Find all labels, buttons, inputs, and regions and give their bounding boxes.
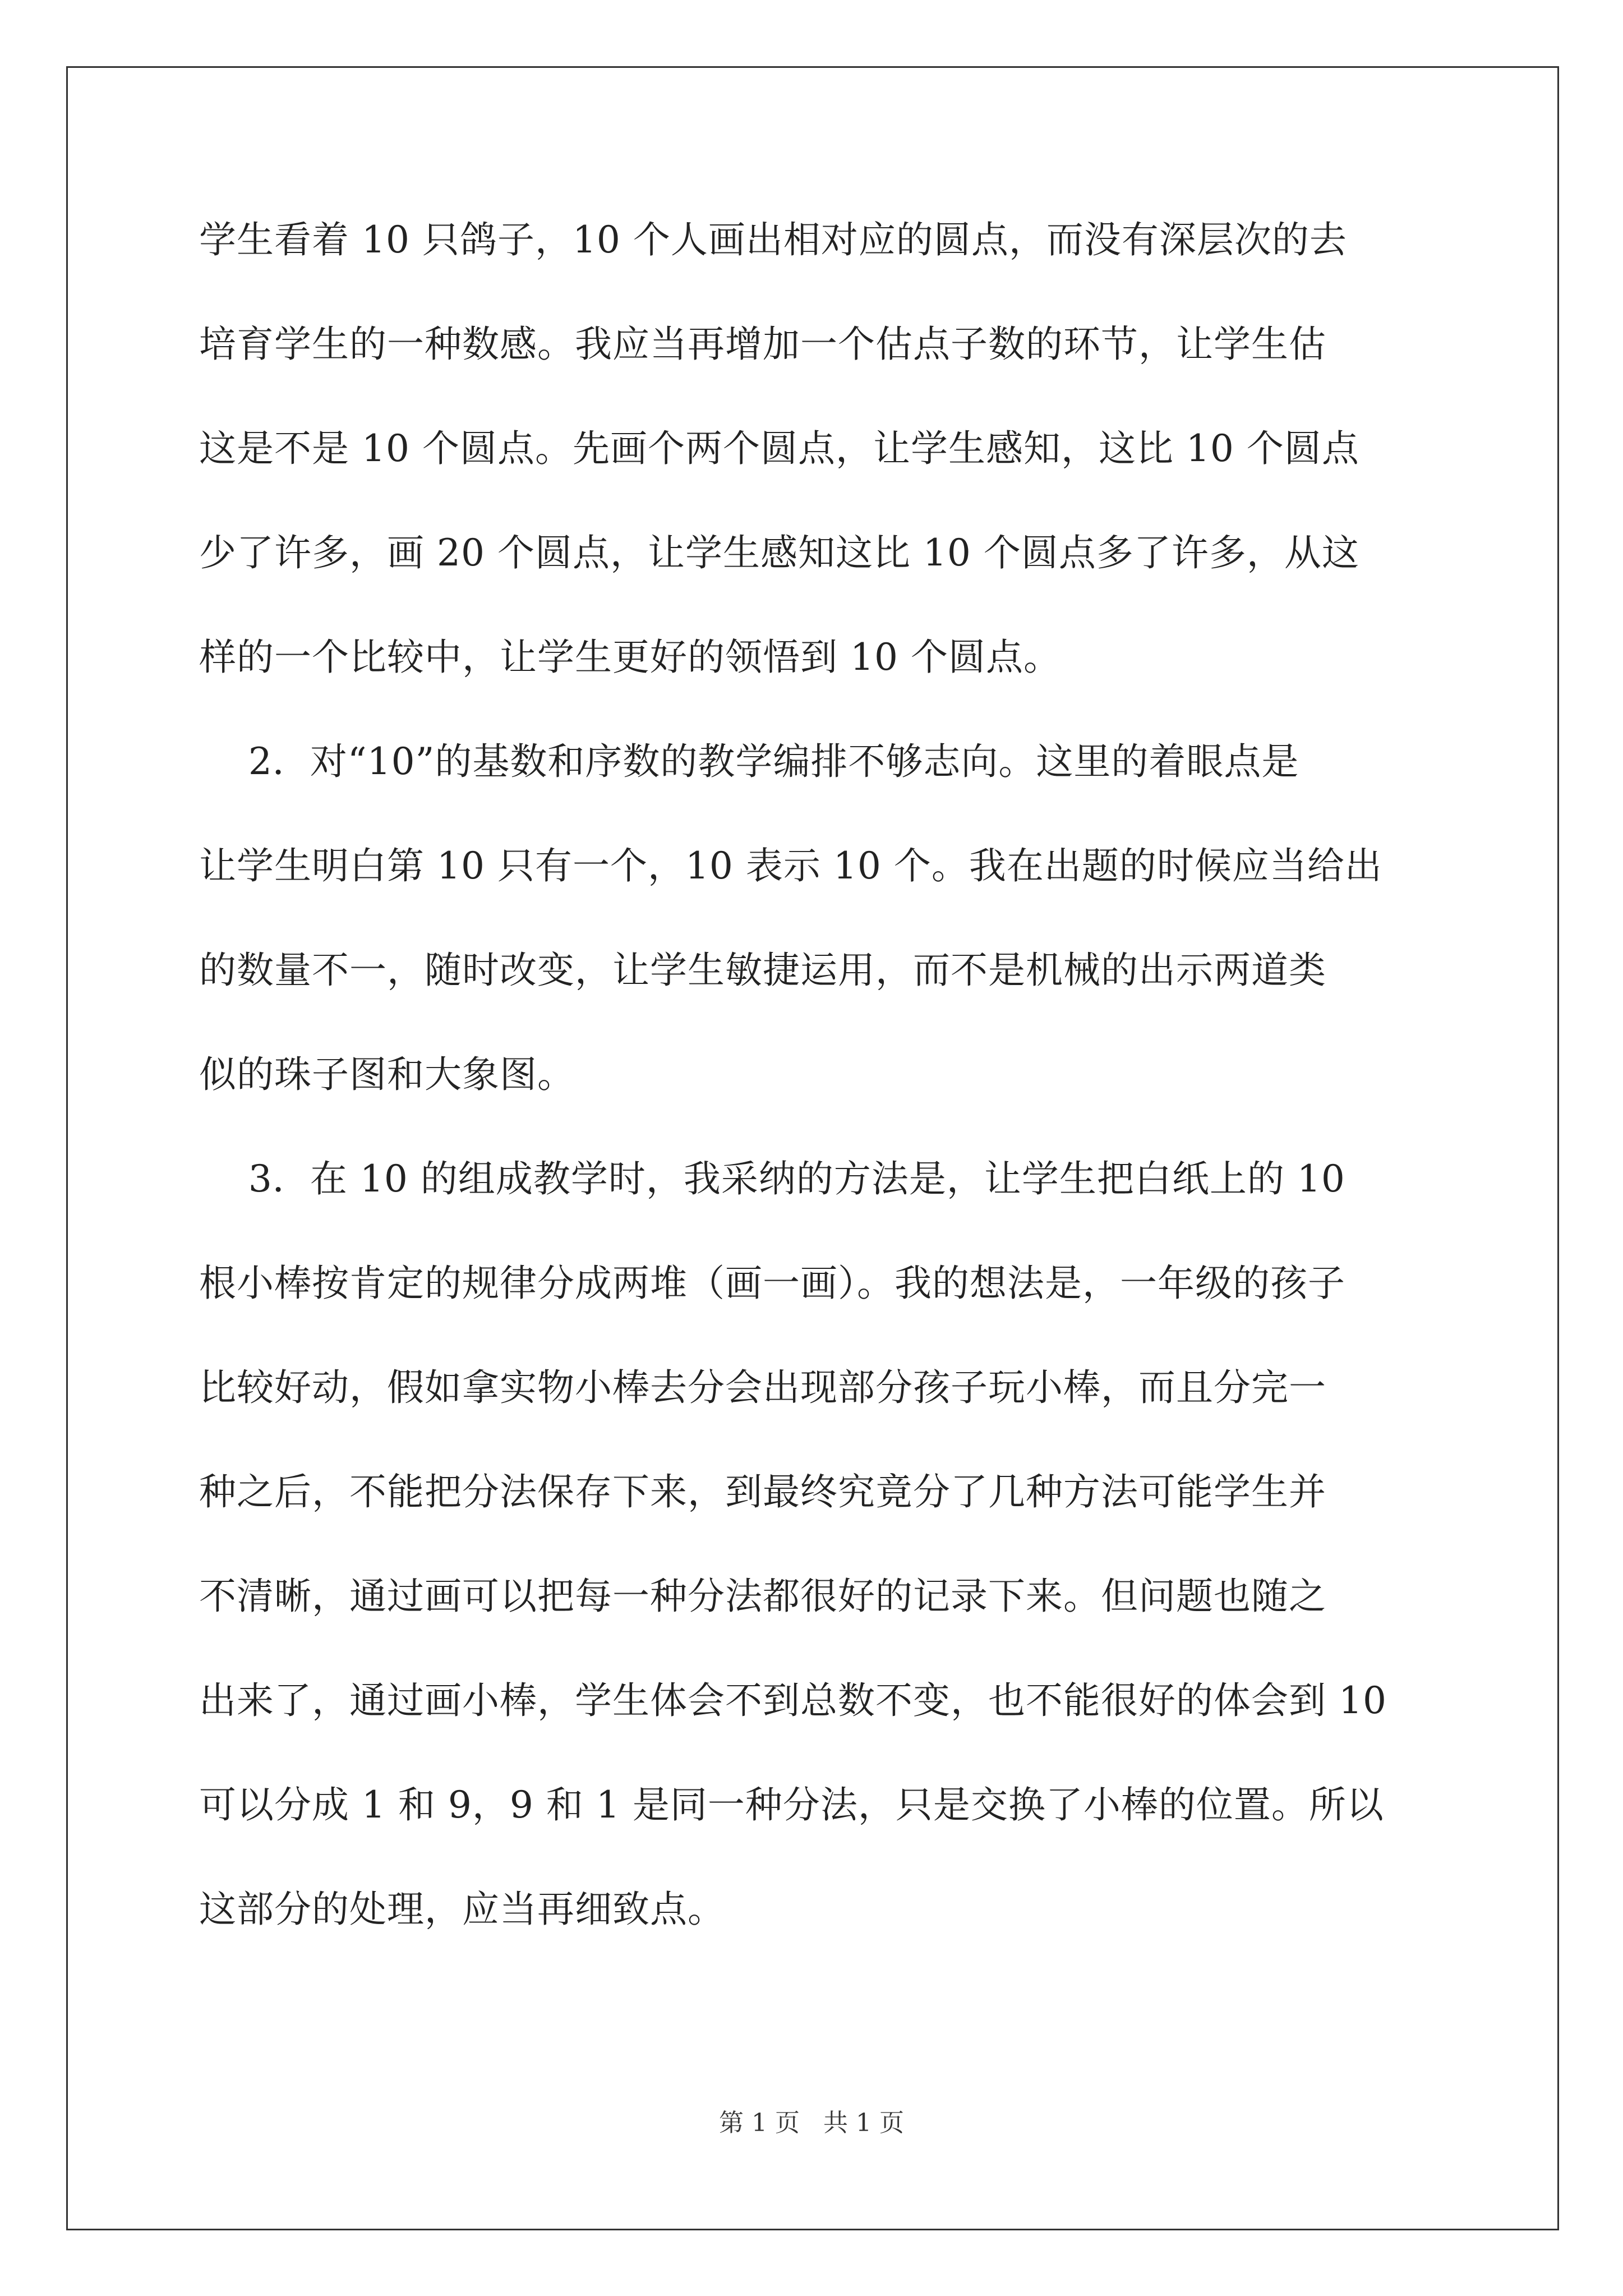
text-line: 种之后，不能把分法保存下来，到最终究竟分了几种方法可能学生并 bbox=[199, 1470, 1326, 1513]
text-line: 这是不是 10 个圆点。先画个两个圆点，让学生感知，这比 10 个圆点 bbox=[199, 427, 1359, 470]
text-line: 2．对“10”的基数和序数的教学编排不够志向。这里的着眼点是 bbox=[199, 740, 1299, 783]
text-line: 根小棒按肯定的规律分成两堆（画一画）。我的想法是，一年级的孩子 bbox=[199, 1262, 1345, 1305]
page-footer: 第 1 页 共 1 页 bbox=[719, 2109, 904, 2137]
text-line: 学生看着 10 只鸽子，10 个人画出相对应的圆点，而没有深层次的去 bbox=[199, 218, 1347, 261]
text-line: 培育学生的一种数感。我应当再增加一个估点子数的环节，让学生估 bbox=[199, 323, 1326, 366]
text-line: 这部分的处理，应当再细致点。 bbox=[199, 1888, 725, 1931]
text-line: 可以分成 1 和 9，9 和 1 是同一种分法，只是交换了小棒的位置。所以 bbox=[199, 1783, 1384, 1826]
text-line: 似的珠子图和大象图。 bbox=[199, 1053, 575, 1096]
text-line: 不清晰，通过画可以把每一种分法都很好的记录下来。但问题也随之 bbox=[199, 1575, 1326, 1618]
text-line: 比较好动，假如拿实物小棒去分会出现部分孩子玩小棒，而且分完一 bbox=[199, 1366, 1326, 1409]
text-line: 出来了，通过画小棒，学生体会不到总数不变，也不能很好的体会到 10 bbox=[199, 1679, 1387, 1722]
text-line: 少了许多，画 20 个圆点，让学生感知这比 10 个圆点多了许多，从这 bbox=[199, 531, 1359, 574]
text-line: 样的一个比较中，让学生更好的领悟到 10 个圆点。 bbox=[199, 636, 1061, 679]
document-body bbox=[199, 212, 1424, 1986]
text-line: 3．在 10 的组成教学时，我采纳的方法是，让学生把白纸上的 10 bbox=[199, 1157, 1345, 1200]
text-line: 的数量不一，随时改变，让学生敏捷运用，而不是机械的出示两道类 bbox=[199, 949, 1326, 992]
text-line: 让学生明白第 10 只有一个，10 表示 10 个。我在出题的时候应当给出 bbox=[199, 844, 1382, 887]
